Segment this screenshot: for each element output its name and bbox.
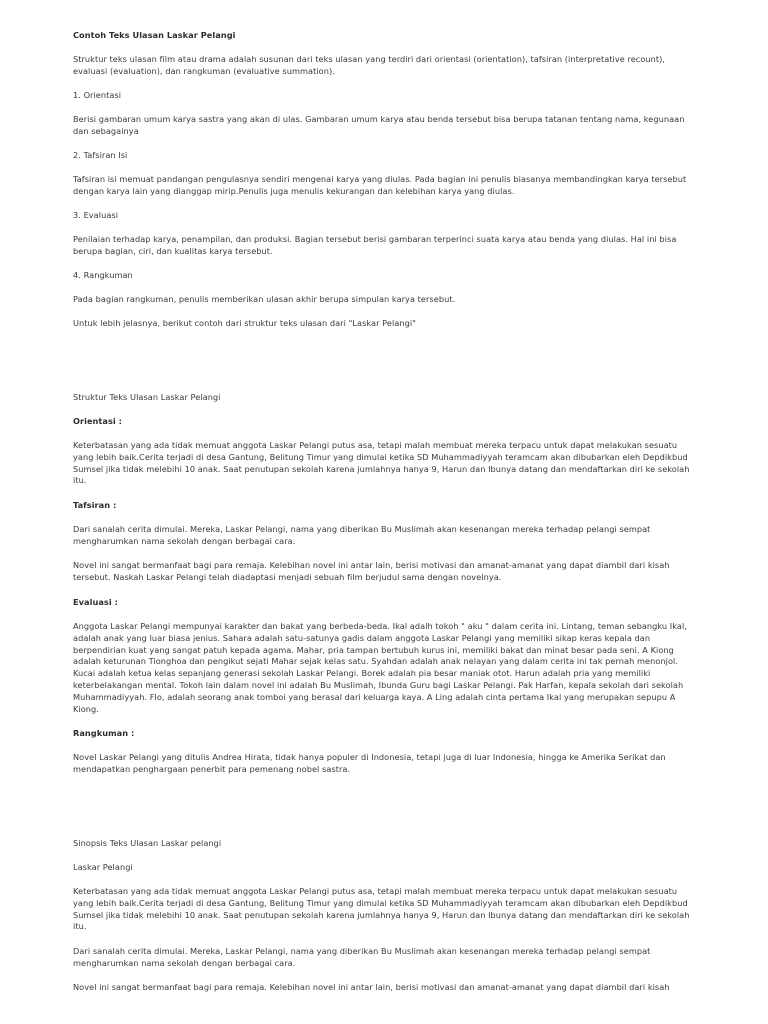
tafsiran-label: Tafsiran : (73, 500, 117, 510)
section-1-heading: 1. Orientasi (73, 90, 122, 100)
orientasi-text: Keterbatasan yang ada tidak memuat anggota Laskar Pelangi putus asa, tetapi malah membuat mereka terpacu untuk dapat melakukan sesuatu yang lebih baik.Cerita terjadi di desa Gantung, Belitung Timur yang dimulai ketika SD Muhammadiyyah teramcam akan dibubarkan eleh Depdikbud Sumsel jika tidak melebihi 10 anak. Saat penutupan sekolah karena jumlahnya hanya 9, Harun dan Ibunya datang dan mendaftarkan diri ke sekolah itu. (73, 440, 690, 486)
sinopsis-title: Sinopsis Teks Ulasan Laskar pelangi (73, 838, 222, 848)
rangkuman-label: Rangkuman : (73, 728, 135, 738)
sinopsis-paragraph-2: Dari sanalah cerita dimulai. Mereka, Laskar Pelangi, nama yang diberikan Bu Muslimah akan kesenangan mereka terhadap pelangi sempat mengharumkan nama sekolah dengan berbagai cara. (73, 946, 651, 968)
rangkuman-text: Novel Laskar Pelangi yang ditulis Andrea Hirata, tidak hanya populer di Indonesia, tetapi juga di luar Indonesia, hingga ke Amerika Serikat dan mendapatkan penghargaan penerbit para pemenang nobel sastra. (73, 752, 666, 774)
tafsiran-text-2: Novel ini sangat bermanfaat bagi para remaja. Kelebihan novel ini antar lain, berisi motivasi dan amanat-amanat yang dapat diambil dari kisah tersebut. Naskah Laskar Pelangi telah diadaptasi menjadi sebuah film berjudul sama dengan novelnya. (73, 560, 670, 582)
tafsiran-text-1: Dari sanalah cerita dimulai. Mereka, Laskar Pelangi, nama yang diberikan Bu Muslimah akan kesenangan mereka terhadap pelangi sempat mengharumkan nama sekolah dengan berbagai cara. (73, 524, 651, 546)
sinopsis-subtitle: Laskar Pelangi (73, 862, 133, 872)
sinopsis-paragraph-3: Novel ini sangat bermanfaat bagi para remaja. Kelebihan novel ini antar lain, berisi motivasi dan amanat-amanat yang dapat diambil dari kisah (73, 982, 670, 992)
section-4-heading: 4. Rangkuman (73, 270, 133, 280)
evaluasi-text: Anggota Laskar Pelangi mempunyai karakter dan bakat yang berbeda-beda. Ikal adalh tokoh " aku " dalam cerita ini. Lintang, teman sebangku Ikal, adalah anak yang luar biasa jenius. Sahara adalah satu-satunya gadis dalam anggota Laskar Pelangi yang memiliki sikap keras kepala dan berpendirian kuat yang sangat patuh kepada agama. Mahar, pria tampan bertubuh kurus ini, memiliki bakat dan minat besar pada seni. A Kiong adalah keturunan Tionghoa dan pengikut sejati Mahar sejak kelas satu. Syahdan adalah anak nelayan yang dalam cerita ini tak pernah menonjol. Kucai adalah ketua kelas sepanjang generasi sekolah Laskar Pelangi. Borek adalah pia besar maniak otot. Harun adalah pria yang memiliki keterbelakangan mental. Tokoh lain dalam novel ini adalah Bu Muslimah, Ibunda Guru bagi Laskar Pelangi. Pak Harfan, kepala sekolah dari sekolah Muhammadiyyah. Flo, adalah seorang anak tomboi yang berasal dari keluarga kaya. A Ling adalah cinta pertama Ikal yang merupakan sepupu A Kiong. (73, 621, 687, 714)
struktur-title: Struktur Teks Ulasan Laskar Pelangi (73, 392, 221, 402)
orientasi-label: Orientasi : (73, 416, 122, 426)
section-3-heading: 3. Evaluasi (73, 210, 119, 220)
section-3-body: Penilaian terhadap karya, penampilan, dan produksi. Bagian tersebut berisi gambaran terperinci suata karya atau benda yang diulas. Hal ini bisa berupa bagian, ciri, dan kualitas karya tersebut. (73, 234, 677, 256)
section-2-heading: 2. Tafsiran Isi (73, 150, 128, 160)
section-1-body: Berisi gambaran umum karya sastra yang akan di ulas. Gambaran umum karya atau benda tersebut bisa berupa tatanan tentang nama, kegunaan dan sebagainya (73, 114, 685, 136)
intro-paragraph: Struktur teks ulasan film atau drama adalah susunan dari teks ulasan yang terdiri dari orientasi (orientation), tafsiran (interpretative recount), evaluasi (evaluation), dan rangkuman (evaluative summation). (73, 54, 666, 76)
section-2-body: Tafsiran isi memuat pandangan pengulasnya sendiri mengenai karya yang diulas. Pada bagian ini penulis biasanya membandingkan karya tersebut dengan karya lain yang dianggap mirip.Penulis juga menulis kekurangan dan kelebihan karya yang diulas. (73, 174, 687, 196)
sinopsis-paragraph-1: Keterbatasan yang ada tidak memuat anggota Laskar Pelangi putus asa, tetapi malah membuat mereka terpacu untuk dapat melakukan sesuatu yang lebih baik.Cerita terjadi di desa Gantung, Belitung Timur yang dimulai ketika SD Muhammadiyyah teramcam akan dibubarkan eleh Depdikbud Sumsel jika tidak melebihi 10 anak. Saat penutupan sekolah karena jumlahnya hanya 9, Harun dan Ibunya datang dan mendaftarkan diri ke sekolah itu. (73, 886, 690, 932)
example-lead: Untuk lebih jelasnya, berikut contoh dari struktur teks ulasan dari "Laskar Pelangi" (73, 318, 416, 328)
section-4-body: Pada bagian rangkuman, penulis memberikan ulasan akhir berupa simpulan karya tersebut. (73, 294, 456, 304)
doc-title: Contoh Teks Ulasan Laskar Pelangi (73, 30, 236, 40)
evaluasi-label: Evaluasi : (73, 597, 118, 607)
